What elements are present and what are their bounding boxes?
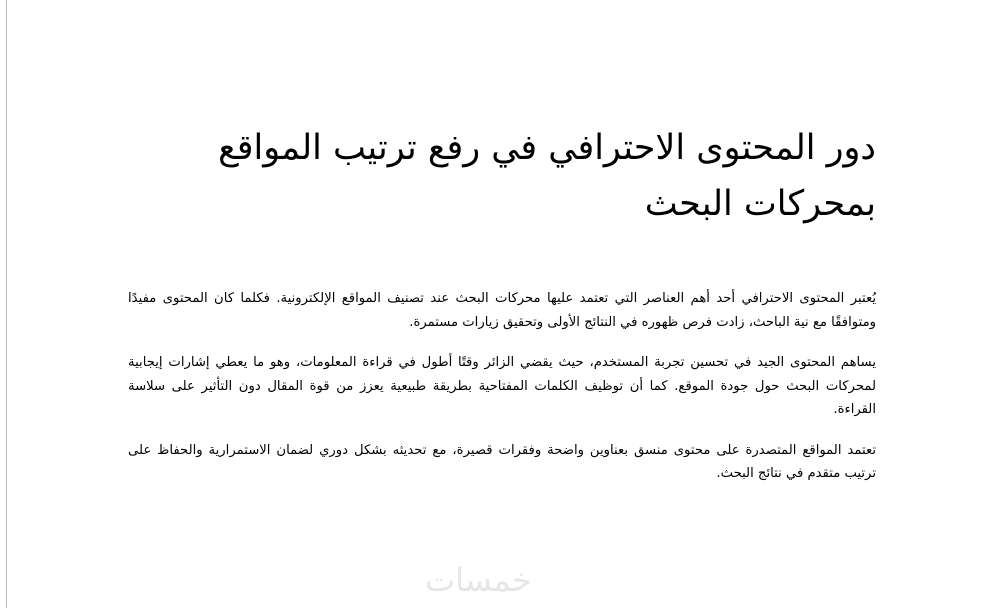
page-left-edge [6, 0, 7, 608]
khamsat-watermark: خمسات [425, 561, 532, 599]
document-body [128, 120, 876, 503]
paragraph-3: تعتمد المواقع المتصدرة على محتوى منسق بعناوين واضحة وفقرات قصيرة، مع تحديثه بشكل دوري لضمان الاستمرارية والحفاظ على ترتيب متقدم في نتائج البحث. [128, 442, 876, 481]
paragraph-2: يساهم المحتوى الجيد في تحسين تجربة المستخدم، حيث يقضي الزائر وقتًا أطول في قراءة المعلومات، وهو ما يعطي إشارات إيجابية لمحركات البحث حول جودة الموقع. كما أن توظيف الكلمات المفتاحية بطريقة طبيعية يعزز من قوة المقال دون التأثير على سلاسة القراءة. [128, 355, 876, 417]
article-content [128, 287, 876, 486]
page-title: دور المحتوى الاحترافي في رفع ترتيب المواقع بمحركات البحث [218, 128, 876, 224]
paragraph-1: يُعتبر المحتوى الاحترافي أحد أهم العناصر التي تعتمد عليها محركات البحث عند تصنيف المواقع الإلكترونية. فكلما كان المحتوى مفيدًا ومتوافقًا مع نية الباحث، زادت فرص ظهوره في النتائج الأولى وتحقيق زيارات مستمرة. [128, 291, 876, 330]
